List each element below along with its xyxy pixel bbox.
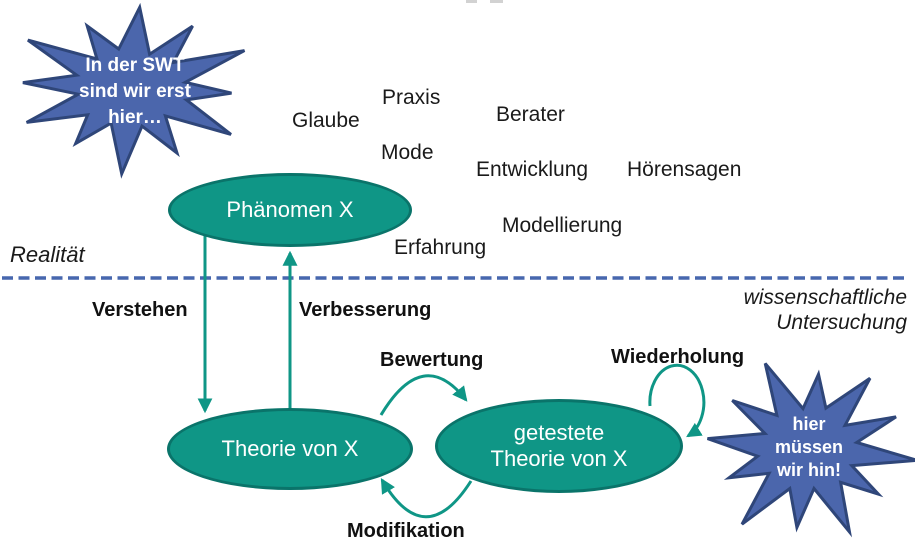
starburst-swt-line: hier…: [108, 107, 162, 128]
node-theorie-von-x-label: Theorie von X: [221, 436, 359, 461]
term-modellierung: Modellierung: [502, 214, 623, 237]
cropped-text-fragment: [466, 0, 477, 3]
arrow-label-verstehen: Verstehen: [92, 299, 188, 321]
arrow-modifikation: [382, 480, 471, 517]
region-label-line1: wissenschaftliche: [743, 286, 907, 309]
node-theorie-von-x: [167, 408, 413, 490]
arrow-label-verbesserung: Verbesserung: [299, 299, 432, 321]
arrow-bewertung: [381, 376, 466, 415]
starburst-goal-text: [745, 413, 873, 482]
arrow-label-wiederholung: Wiederholung: [611, 346, 745, 368]
region-label-realitaet: Realität: [10, 242, 85, 267]
term-berater: Berater: [496, 103, 565, 126]
starburst-goal-line: hier: [792, 414, 826, 434]
region-label-line2: Untersuchung: [776, 311, 907, 334]
starburst-swt-text: [50, 53, 220, 131]
node-getestete-line2: Theorie von X: [490, 446, 628, 471]
arrow-label-modifikation: Modifikation: [347, 520, 465, 542]
node-phaenomen-x-label: Phänomen X: [226, 197, 354, 222]
term-erfahrung: Erfahrung: [394, 236, 487, 259]
term-hoerensagen: Hörensagen: [627, 158, 742, 181]
node-getestete-line1: getestete: [513, 420, 605, 445]
arrow-label-bewertung: Bewertung: [380, 349, 484, 371]
starburst-swt-line: sind wir erst: [79, 81, 191, 102]
region-label-wissenschaftliche-untersuchung: [744, 285, 907, 335]
node-phaenomen-x: [168, 173, 412, 247]
node-getestete-theorie-label: [491, 420, 628, 472]
cropped-text-fragment: [490, 0, 503, 3]
term-glaube: Glaube: [292, 109, 360, 132]
starburst-goal-line: wir hin!: [777, 460, 841, 480]
term-mode: Mode: [381, 141, 434, 164]
starburst-swt-line: In der SWT: [85, 55, 185, 76]
term-praxis: Praxis: [382, 86, 441, 109]
node-getestete-theorie-von-x: [435, 399, 683, 493]
term-entwicklung: Entwicklung: [476, 158, 589, 181]
starburst-goal-line: müssen: [774, 437, 844, 457]
